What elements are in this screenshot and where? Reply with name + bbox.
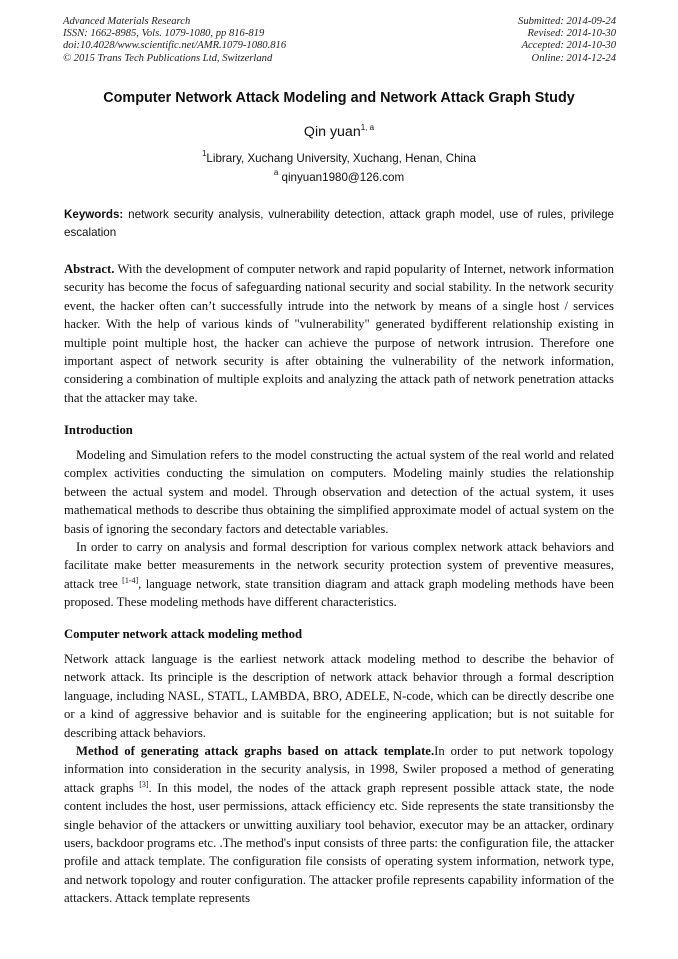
affiliation-superscript: 1 <box>201 149 207 158</box>
author-superscript: 1, a <box>360 123 375 132</box>
journal-name: Advanced Materials Research <box>63 16 191 27</box>
abstract <box>64 260 614 407</box>
run-in-heading: Method of generating attack graphs based on attack template. <box>76 744 435 759</box>
date-submitted: Submitted: 2014-09-24 <box>518 16 616 27</box>
citation-ref: [1-4] <box>122 575 139 585</box>
email-superscript: a <box>273 168 279 177</box>
journal-header <box>63 16 286 65</box>
date-accepted: Accepted: 2014-10-30 <box>521 40 616 52</box>
date-revised: Revised: 2014-10-30 <box>527 28 616 40</box>
abstract-text: With the development of computer network and rapid popularity of Internet, network information security has become the focus of safeguarding national security and social stability. In the network security event, the hacker often can’t successfully intrude into the network by means of a single host / services hacker. With the help of various kinds of "vulnerability" generated bydifferent relationship existing in multiple point multiple host, the hacker can achieve the purpose of network intrusion. Therefore one important aspect of network security is after obtaining the vulnerability of the network information, considering a combination of multiple exploits and analyzing the attack path of network penetration attacks that the attacker may take. <box>64 262 614 405</box>
affiliation <box>0 149 678 165</box>
journal-copyright: © 2015 Trans Tech Publications Ltd, Switzerland <box>63 52 273 64</box>
dates-header <box>518 16 616 65</box>
paragraph: In order to carry on analysis and formal description for various complex network attack behaviors and facilitate make better measurements in the network security protection system of preventive measures, attack tree [1-4], language network, state transition diagram and attack graph modeling methods have been proposed. These modeling methods have different characteristics. <box>64 540 614 610</box>
affiliation-text: Library, Xuchang University, Xuchang, Henan, China <box>206 152 477 165</box>
author <box>0 124 678 140</box>
email-text: qinyuan1980@126.com <box>281 171 405 184</box>
paragraph: Modeling and Simulation refers to the model constructing the actual system of the real world and related complex activities conducting the simulation on computers. Modeling mainly studies the relationship between the actual system and model. Through observation and detection of the actual system, it uses mathematical methods to describe thus obtaining the simplified approximate model of actual system on the basis of ignoring the secondary factors and detectable variables. <box>64 448 614 536</box>
modeling-method-body <box>64 650 614 908</box>
section-heading-modeling-method: Computer network attack modeling method <box>64 627 302 641</box>
introduction-body <box>64 446 614 612</box>
abstract-label: Abstract. <box>64 262 115 276</box>
date-online: Online: 2014-12-24 <box>531 52 616 64</box>
journal-issn: ISSN: 1662-8985, Vols. 1079-1080, pp 816-819 <box>63 28 265 40</box>
keywords-text: network security analysis, vulnerability detection, attack graph model, use of rules, privilege escalation <box>64 208 614 239</box>
keywords <box>64 206 614 241</box>
paper-title: Computer Network Attack Modeling and Network Attack Graph Study <box>103 90 575 106</box>
author-name: Qin yuan <box>303 124 361 140</box>
paragraph: Method of generating attack graphs based on attack template.In order to put network topology information into consideration in the security analysis, in 1998, Swiler proposed a method of generating attack graphs [3]. In this model, the nodes of the attack graph represent possible attack state, the node content includes the host, user permissions, attack efficiency etc. Side represents the state transitionsby the single behavior of the attackers or unwitting auxiliary tool behavior, executor may be an attacker, ordinary users, backdoor programs etc. .The method's input consists of three parts: the configuration file, the attacker profile and attack template. The configuration file consists of operating system information, network type, and network topology and router configuration. The attacker profile represents capability information of the attackers. Attack template represents <box>64 744 615 906</box>
keywords-label: Keywords: <box>64 208 124 221</box>
journal-doi: doi:10.4028/www.scientific.net/AMR.1079-1080.816 <box>63 40 287 52</box>
paragraph: Network attack language is the earliest network attack modeling method to describe the behavior of network attack. Its principle is the description of network attack behavior through a formal description language, including NASL, STATL, LAMBDA, BRO, ADELE, N-code, which can be directly describe one or a kind of aggressive behavior and is suitable for the engineering application; but is not suitable for describing attack behaviors. <box>64 652 614 740</box>
section-heading-introduction: Introduction <box>64 423 133 437</box>
author-email <box>0 168 678 184</box>
citation-ref: [3] <box>139 779 149 789</box>
